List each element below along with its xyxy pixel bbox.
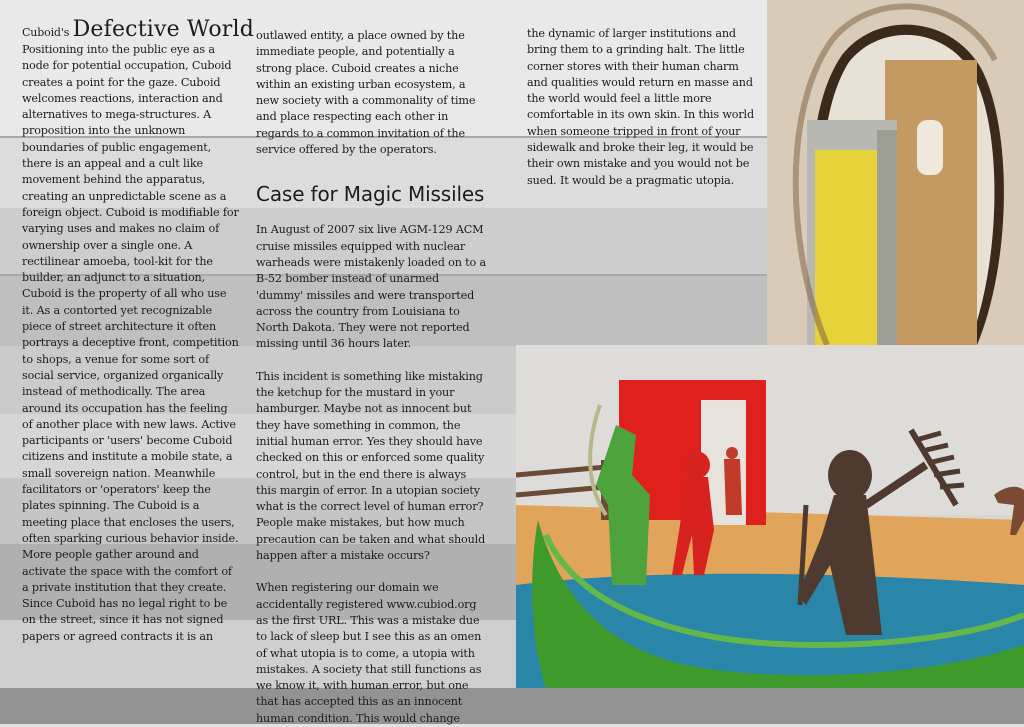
paragraph: In August of 2007 six live AGM-129 ACM cruise missiles equipped with nuclear warheads were mistakenly loaded on to a B-52 bomber instead of unarmed 'dummy' missiles and were transported across the country from Louisiana to North Dakota. They were not reported missing until 36 hours later. (256, 223, 487, 351)
text-column-2 (256, 28, 488, 727)
article-title (22, 17, 255, 42)
text-column-3 (527, 26, 759, 189)
peephole-illustration (767, 0, 1024, 345)
title-prefix: Cuboid's (22, 26, 70, 39)
body-text: outlawed entity, a place owned by the immediate people, and potentially a strong place. Cuboid creates a niche within an existing urban ecosystem, a new society with a commonality of time and place respecting each other in regards to a common invitation of the service offered by the operators. (256, 29, 476, 157)
toy-scene-illustration (516, 345, 1024, 688)
paragraph: When registering our domain we accidentally registered www.cubiod.org as the first URL. This was a mistake due to lack of sleep but I see this as an omen of what utopia is to come, a utopia with mistakes. A society that still functions as we know it, with human error, but one that has accepted this as an innocent human condition. This would change (256, 581, 482, 725)
peephole-photo (767, 0, 1024, 345)
text-column-1 (22, 17, 255, 645)
paragraph: the dynamic of larger institutions and bring them to a grinding halt. The little corner stores with their human charm and qualities would return en masse and the world would feel a little more comfortable in its own skin. In this world when someone tripped in front of your sidewalk and broke their leg, it would be their own mistake and you would not be sued. It would be a pragmatic utopia. (527, 27, 754, 187)
paragraph: This incident is something like mistaking the ketchup for the mustard in your hamburger. Maybe not as innocent but they have something in common, the initial human error. Yes they should have checked on this or enforced some quality control, but in the end there is always this margin of error. In a utopian society what is the correct level of human error? People make mistakes, but how much precaution can be taken and what should happen after a mistake occurs? (256, 369, 486, 563)
title-main: Defective World (72, 17, 255, 42)
background-band (0, 688, 1024, 724)
body-text: Positioning into the public eye as a node for potential occupation, Cuboid creates a point for the gaze. Cuboid welcomes reactions, interaction and alternatives to mega-structures. A proposition into the unknown boundaries of public engagement, there is an appeal and a cult like movement behind the apparatus, creating an unpredictable scene as a foreign object. Cuboid is modifiable for varying uses and makes no claim of ownership over a single one. A rectilinear amoeba, tool-kit for the builder, an adjunct to a situation, Cuboid is the property of all who use it. As a contorted yet recognizable piece of street architecture it often portrays a deceptive front, competition to shops, a venue for some sort of social service, organized organically instead of methodically. The area around its occupation has the feeling of another place with new laws. Active participants or 'users' become Cuboid citizens and institute a mobile state, a small sovereign nation. Meanwhile facilitators or 'operators' keep the plates spinning. The Cuboid is a meeting place that encloses the users, often sparking curious behavior inside. More people gather around and activate the space with the comfort of a private institution that they create. Since Cuboid has no legal right to be on the street, since it has not signed papers or agreed contracts it is an (22, 43, 239, 643)
section-heading: Case for Magic Missiles (256, 182, 485, 207)
toy-canoe-photo (516, 345, 1024, 688)
